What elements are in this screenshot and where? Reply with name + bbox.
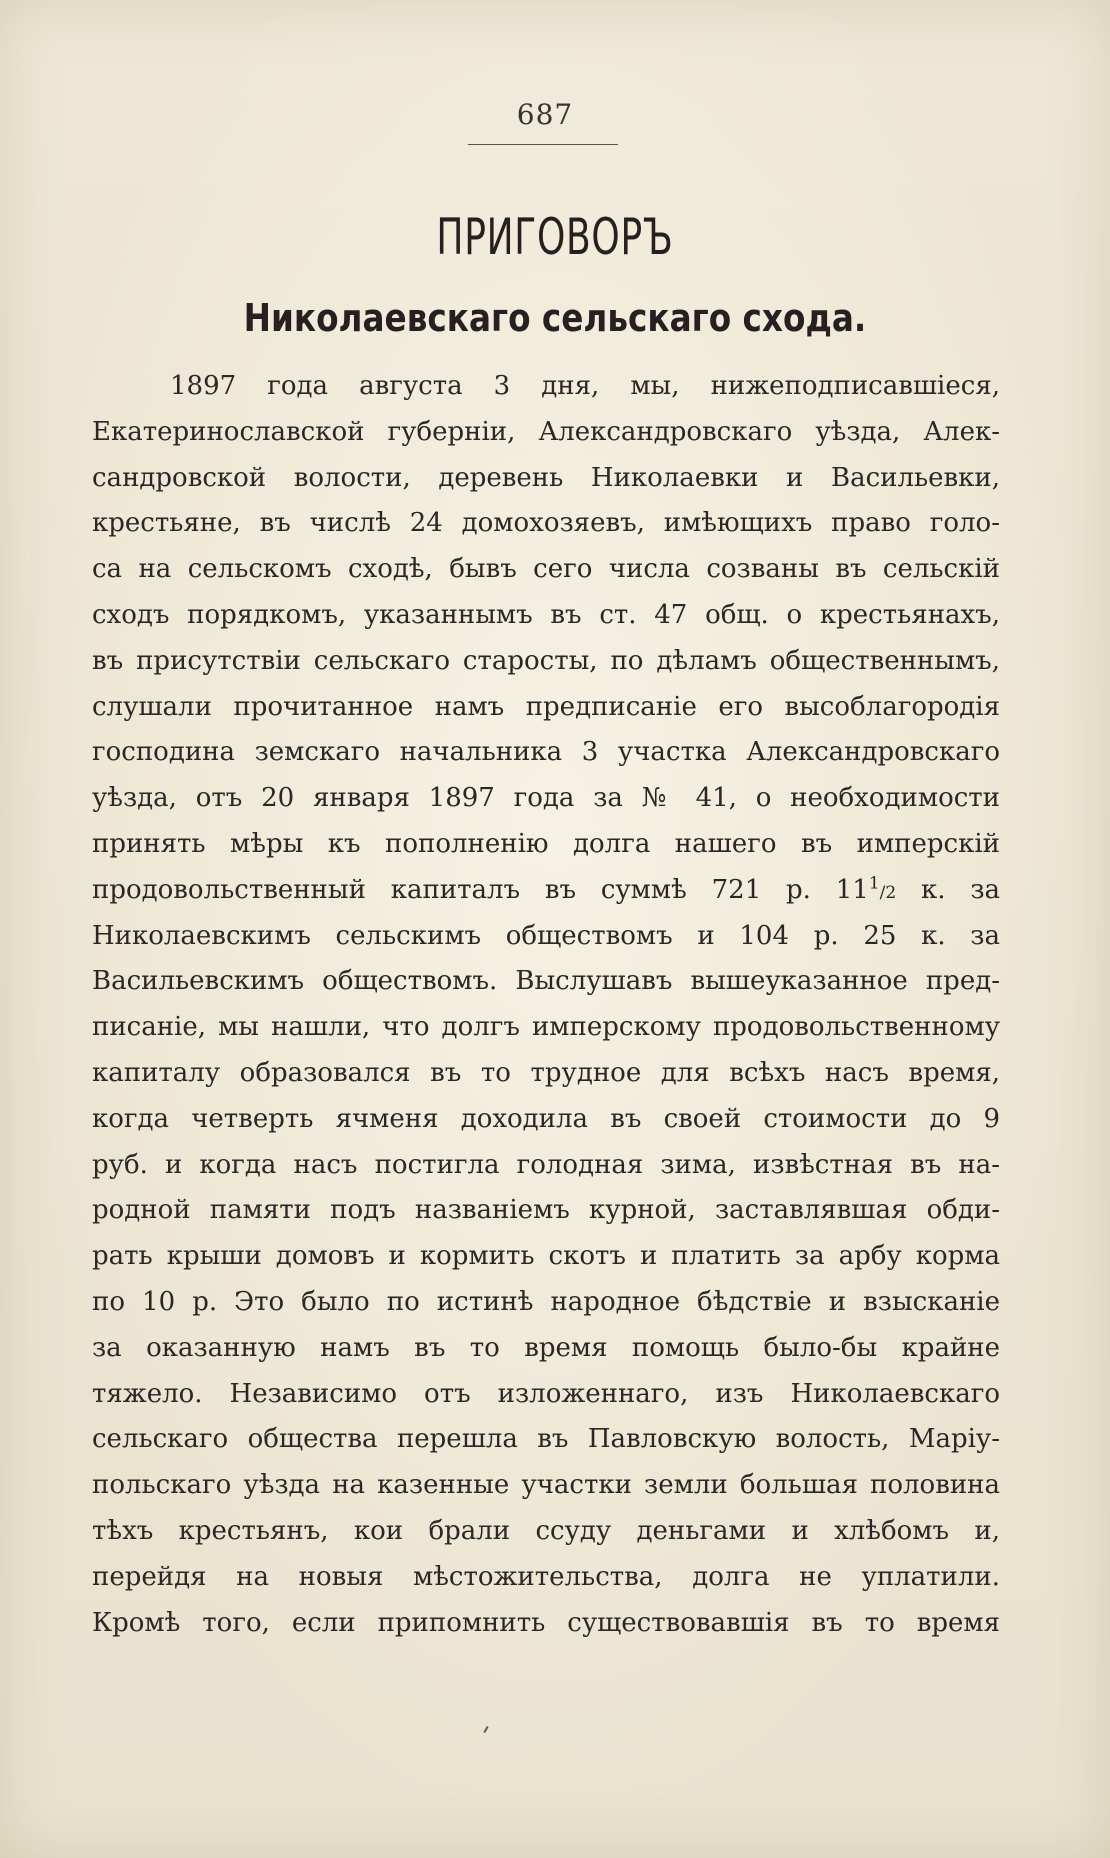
- body-line: сходъ порядкомъ, указаннымъ въ ст. 47 общ. о крестьянахъ,: [92, 599, 1000, 630]
- page-number-rule: [468, 144, 618, 145]
- ink-speck: [483, 1726, 488, 1733]
- body-line: принять мѣры къ пополненію долга нашего въ имперскій: [92, 828, 1000, 859]
- body-line-with-fraction: [92, 868, 1000, 914]
- body-line: Николаевскимъ сельскимъ обществомъ и 104 р. 25 к. за: [92, 920, 1000, 951]
- body-line: сандровской волости, деревень Николаевки и Васильевки,: [92, 462, 1000, 493]
- body-line: господина земскаго начальника 3 участка Александровскаго: [92, 737, 1000, 768]
- body-text: [92, 364, 1000, 1646]
- body-line: рать крыши домовъ и кормить скотъ и платить за арбу корма: [92, 1241, 1000, 1272]
- body-line: когда четверть ячменя доходила въ своей стоимости до 9: [92, 1103, 1000, 1134]
- line-text-after-fraction: к. за: [896, 874, 1000, 905]
- body-line: по 10 р. Это было по истинѣ народное бѣдствіе и взысканіе: [92, 1286, 1000, 1317]
- page-number: 687: [516, 98, 574, 131]
- body-line: 1897 года августа 3 дня, мы, нижеподписавшіеся,: [170, 371, 1000, 401]
- body-line: тяжело. Независимо отъ изложеннаго, изъ Николаевскаго: [92, 1378, 1000, 1409]
- body-line: въ присутствіи сельскаго старосты, по дѣламъ общественнымъ,: [92, 645, 1000, 676]
- body-line: сельскаго общества перешла въ Павловскую волость, Маріу-: [92, 1424, 1000, 1455]
- body-line: са на сельскомъ сходѣ, бывъ сего числа созваны въ сельскій: [92, 554, 1000, 585]
- body-line: капиталу образовался въ то трудное для всѣхъ насъ время,: [92, 1057, 1000, 1088]
- line-text-before-fraction: продовольственный капиталъ въ суммѣ 721 р. 11: [92, 874, 869, 905]
- body-line: руб. и когда насъ постигла голодная зима, извѣстная въ на-: [92, 1149, 1000, 1180]
- body-line: за оказанную намъ въ то время помощь было-бы крайне: [92, 1332, 1000, 1363]
- body-line: слушали прочитанное намъ предписаніе его высоблагородія: [92, 691, 1000, 722]
- body-line: Кромѣ того, если припомнить существовавшія въ то время: [92, 1607, 1000, 1638]
- body-line: родной памяти подъ названіемъ курной, заставлявшая обди-: [92, 1195, 1000, 1226]
- document-subtitle: Николаевскаго сельскаго схода.: [243, 296, 867, 340]
- fraction-numerator: 1: [868, 873, 880, 894]
- body-line: перейдя на новыя мѣстожительства, долга не уплатили.: [92, 1561, 1000, 1592]
- body-line: тѣхъ крестьянъ, кои брали ссуду деньгами и хлѣбомъ и,: [92, 1515, 1000, 1546]
- body-line: крестьяне, въ числѣ 24 домохозяевъ, имѣющихъ право голо-: [92, 508, 1000, 539]
- document-title: ПРИГОВОРЪ: [436, 208, 674, 266]
- fraction-denominator: /2: [879, 882, 897, 903]
- body-line: Васильевскимъ обществомъ. Выслушавъ вышеуказанное пред-: [92, 966, 1000, 997]
- body-line: уѣзда, отъ 20 января 1897 года за № 41, о необходимости: [92, 783, 1000, 814]
- body-line: писаніе, мы нашли, что долгъ имперскому продовольственному: [92, 1012, 1000, 1043]
- body-line: Екатеринославской губерніи, Александровскаго уѣзда, Алек-: [92, 416, 1000, 447]
- body-line: польскаго уѣзда на казенные участки земли большая половина: [92, 1470, 1000, 1501]
